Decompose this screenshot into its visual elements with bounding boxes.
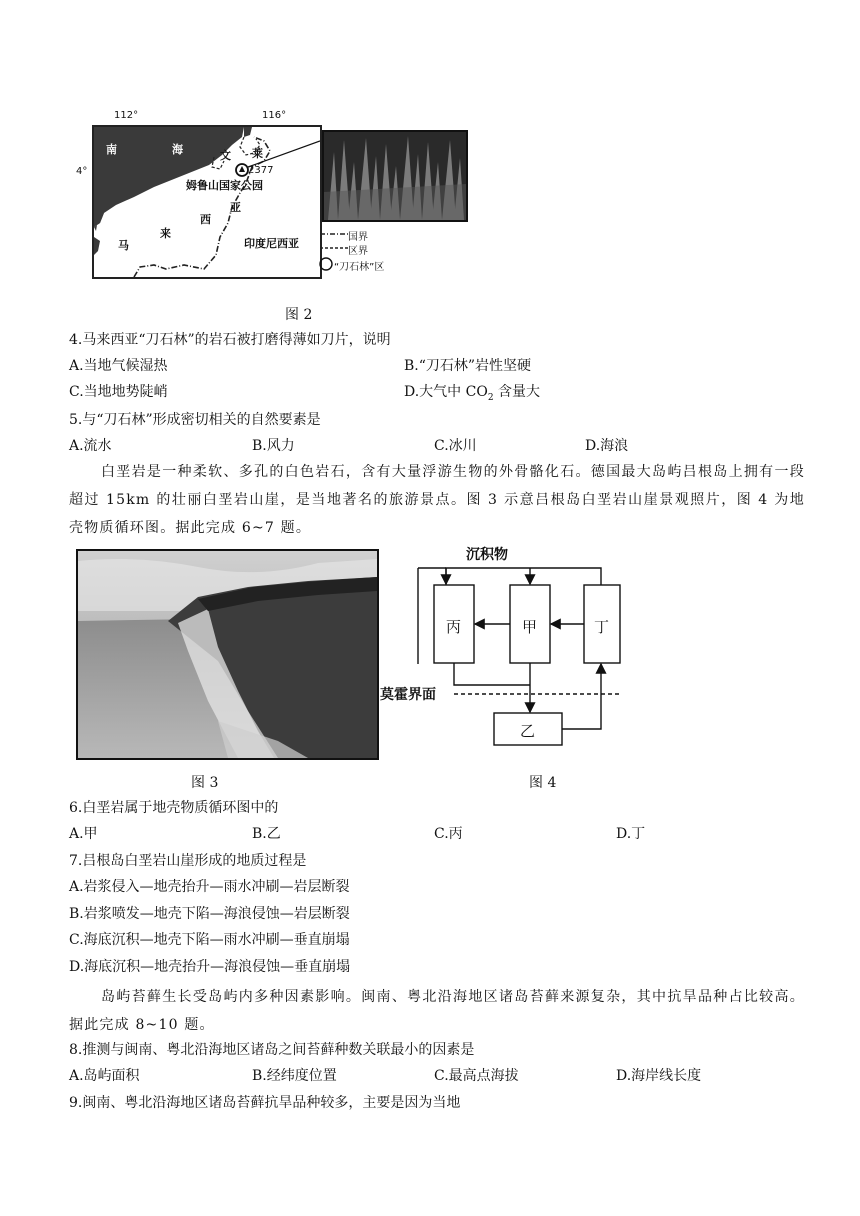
map-label-indonesia: 印度尼西亚	[244, 237, 299, 250]
diagram-box-jia: 甲	[522, 618, 538, 636]
legend-regional-border: 区界	[348, 246, 368, 257]
map-label-ya: 亚	[230, 201, 241, 214]
map-elevation: 2377	[248, 165, 274, 176]
q7-option-c: C.海底沉积—地壳下陷—雨水冲刷—垂直崩塌	[69, 932, 350, 948]
map-label-nan: 南	[106, 143, 117, 156]
q5-option-a: A.流水	[69, 438, 112, 454]
map-label-wen: 文	[220, 149, 231, 162]
q4-option-b: B.“刀石林”岩性坚硬	[404, 358, 532, 374]
map-label-xi: 西	[200, 213, 211, 226]
q8-option-c: C.最高点海拔	[434, 1068, 519, 1084]
q4-option-c: C.当地地势陡峭	[69, 384, 168, 400]
q5-stem: 5.与“刀石林”形成密切相关的自然要素是	[69, 412, 321, 428]
q8-option-a: A.岛屿面积	[69, 1068, 140, 1084]
figure-3-caption: 图 3	[191, 775, 219, 791]
diagram-sediment-label: 沉积物	[466, 547, 508, 563]
q7-option-a: A.岩浆侵入—地壳抬升—雨水冲刷—岩层断裂	[69, 879, 350, 895]
map-label-lai: 来	[160, 227, 171, 240]
legend-national-border: 国界	[348, 232, 368, 243]
diagram-box-bing: 丙	[446, 618, 462, 636]
stone-forest-image	[324, 132, 466, 220]
map-malaysia-borneo	[92, 125, 322, 279]
q5-option-d: D.海浪	[585, 438, 629, 454]
map-label-hai: 海	[172, 143, 183, 156]
diagram-moho-label: 莫霍界面	[380, 687, 436, 703]
chalk-cliff-photo	[76, 549, 379, 760]
q7-stem: 7.吕根岛白垩岩山崖形成的地质过程是	[69, 853, 307, 869]
passage-moss: 岛屿苔藓生长受岛屿内多种因素影响。闽南、粤北沿海地区诸岛苔藓来源复杂，其中抗旱品种占比较高。据此完成 8~10 题。	[69, 989, 805, 1033]
q9-stem: 9.闽南、粤北沿海地区诸岛苔藓抗旱品种较多，主要是因为当地	[69, 1095, 461, 1111]
q5-option-b: B.风力	[252, 438, 295, 454]
legend-stone-forest-zone: “刀石林”区	[334, 262, 385, 273]
passage-chalk: 白垩岩是一种柔软、多孔的白色岩石，含有大量浮游生物的外骨骼化石。德国最大岛屿吕根岛上拥有一段超过 15km 的壮丽白垩岩山崖，是当地著名的旅游景点。图 3 示意吕根岛白垩岩山崖景观照片，图 4 为地壳物质循环图。据此完成 6~7 题。	[69, 464, 805, 536]
diagram-box-ding: 丁	[594, 618, 610, 636]
crust-cycle-graphic	[376, 540, 636, 760]
chalk-cliff-image	[78, 551, 377, 758]
q4-stem: 4.马来西亚“刀石林”的岩石被打磨得薄如刀片，说明	[69, 332, 391, 348]
longitude-label-116: 116°	[262, 110, 287, 121]
map-label-ma: 马	[118, 239, 129, 252]
q8-option-b: B.经纬度位置	[252, 1068, 337, 1084]
q8-option-d: D.海岸线长度	[616, 1068, 702, 1084]
q6-option-a: A.甲	[69, 826, 98, 842]
longitude-label-112: 112°	[114, 110, 139, 121]
q6-stem: 6.白垩岩属于地壳物质循环图中的	[69, 800, 279, 816]
q7-option-b: B.岩浆喷发—地壳下陷—海浪侵蚀—岩层断裂	[69, 906, 350, 922]
figure-2-caption: 图 2	[285, 307, 313, 323]
latitude-label-4: 4°	[76, 166, 88, 177]
diagram-box-yi: 乙	[520, 722, 536, 740]
q7-option-d: D.海底沉积—地壳抬升—海浪侵蚀—垂直崩塌	[69, 959, 351, 975]
q6-option-c: C.丙	[434, 826, 463, 842]
map-label-lai-top: 莱	[252, 147, 263, 160]
figure-4-caption: 图 4	[529, 775, 557, 791]
q4-option-a: A.当地气候湿热	[69, 358, 168, 374]
q8-stem: 8.推测与闽南、粤北沿海地区诸岛之间苔藓种数关联最小的因素是	[69, 1042, 475, 1058]
q6-option-b: B.乙	[252, 826, 281, 842]
stone-forest-photo	[322, 130, 468, 222]
q6-option-d: D.丁	[616, 826, 646, 842]
crust-cycle-diagram	[376, 540, 636, 760]
map-graphic	[94, 127, 320, 277]
q4-option-d: D.大气中 $CO_2$ 含量大	[404, 384, 541, 403]
q5-option-c: C.冰川	[434, 438, 477, 454]
map-park-name: 姆鲁山国家公园	[186, 179, 263, 192]
